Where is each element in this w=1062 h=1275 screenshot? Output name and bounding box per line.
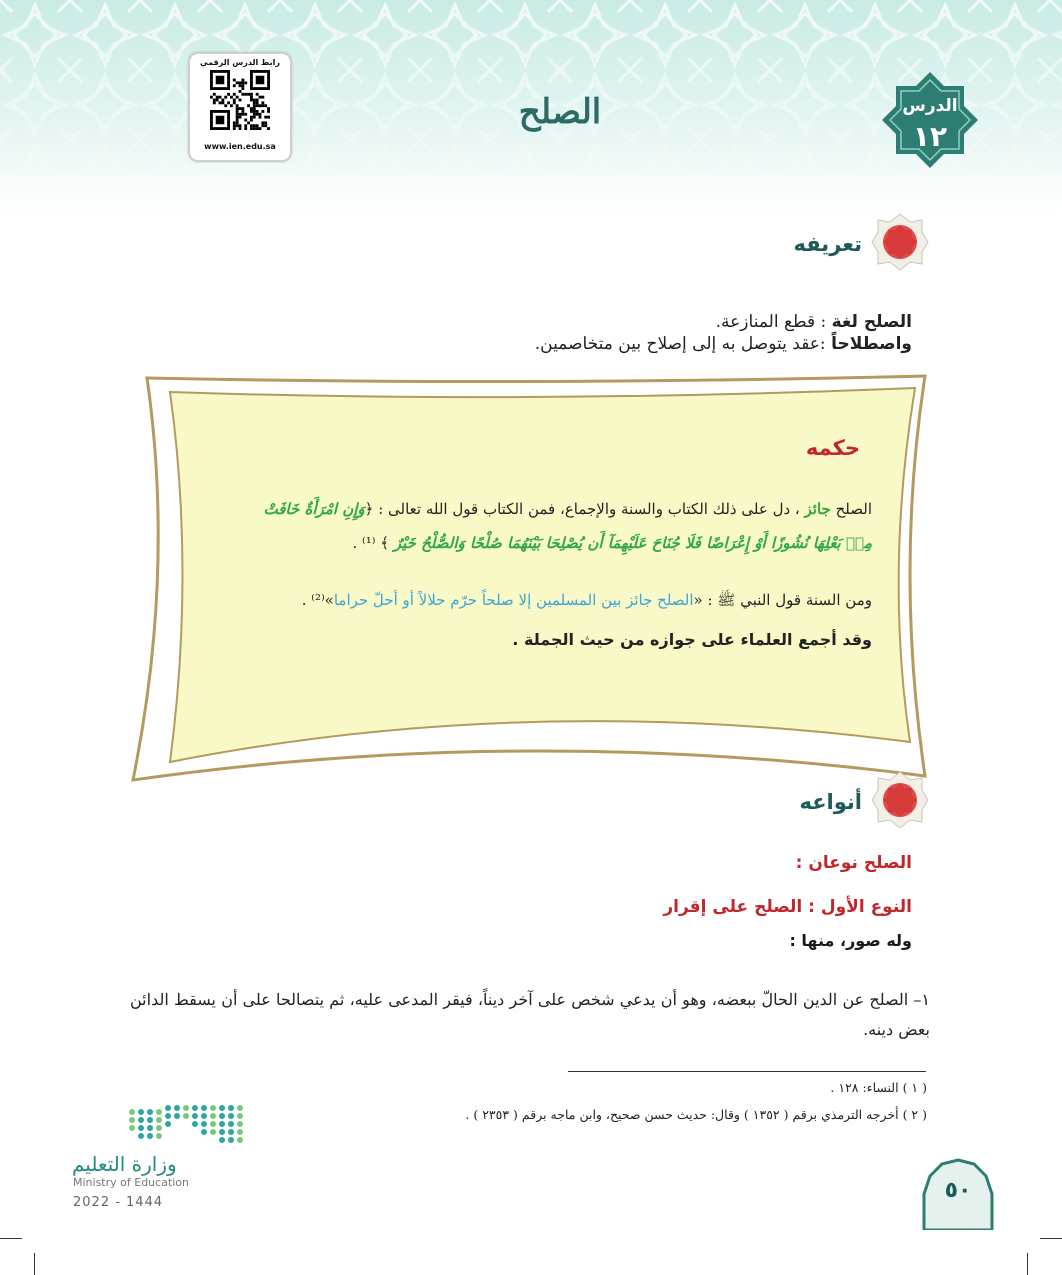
forms-line: وله صور، منها :	[789, 931, 912, 950]
sunnah-text: »⁽²⁾ .	[301, 591, 334, 609]
ministry-name-en: Ministry of Education	[73, 1176, 190, 1189]
ruling-line-2	[353, 534, 872, 552]
crop-mark	[1027, 1253, 1028, 1275]
term-language: الصلح لغة	[831, 312, 912, 332]
crop-mark	[0, 1238, 22, 1239]
footnote-2: ( ٢ ) أخرجه الترمذي برقم ( ١٣٥٢ ) وقال: حديث حسن صحيح، وابن ماجه برقم ( ٢٣٥٣ ) .	[465, 1107, 927, 1122]
definition-heading: تعريفه	[793, 232, 862, 256]
page-number: ٥٠	[944, 1178, 972, 1203]
quran-verse: وَإِنِ امْرَأَةٌ خَافَتْ	[263, 500, 365, 518]
section-star-icon	[870, 770, 930, 830]
lesson-title: الصلح	[518, 92, 602, 132]
qr-title: رابط الدرس الرقمي	[200, 58, 280, 67]
crop-mark	[1040, 1238, 1062, 1239]
ruling-line-1	[264, 500, 872, 518]
footnote-1: ( ١ ) النساء: ١٢٨ .	[830, 1080, 927, 1095]
crop-mark	[34, 1253, 35, 1275]
ruling-box	[125, 372, 940, 784]
ruling-text: ، دل على ذلك الكتاب والسنة والإجماع، فمن الكتاب قول الله تعالى : ﴿	[364, 500, 805, 518]
qr-url[interactable]: www.ien.edu.sa	[204, 142, 276, 151]
lesson-label: الدرس	[902, 96, 958, 116]
qr-card[interactable]	[188, 52, 292, 162]
ministry-year: 2022 - 1444	[73, 1195, 164, 1210]
qr-code-icon[interactable]	[210, 70, 270, 138]
consensus-line: وقد أجمع العلماء على جوازه من حيث الجملة .	[512, 630, 872, 649]
section-star-icon	[870, 212, 930, 272]
first-type: النوع الأول : الصلح على إقرار	[663, 897, 912, 917]
ruling-heading: حكمه	[805, 436, 860, 460]
term-technical: واصطلاحاً	[831, 334, 912, 354]
definition-technical-text: :عقد يتوصل به إلى إصلاح بين متخاصمين.	[534, 334, 832, 354]
lesson-number: ١٢	[912, 120, 948, 153]
ruling-line-3	[302, 591, 872, 613]
quran-close: ﴾ ⁽¹⁾ .	[352, 534, 390, 552]
definition-language	[716, 312, 912, 332]
quran-verse: مِنۢ بَعْلِهَا نُشُوزًا أَوْ إِعْرَاضًا فَلَا جُنَاحَ عَلَيْهِمَآ أَن يُصْلِحَا بَيْنَهُمَا صُلْحًا وَالصُّلْحُ خَيْرٌ	[393, 534, 872, 552]
ministry-name-ar: وزارة التعليم	[72, 1152, 177, 1176]
ruling-text: الصلح	[830, 500, 872, 518]
types-intro: الصلح نوعان :	[795, 853, 912, 873]
ministry-logo-icon	[72, 1100, 262, 1150]
ruling-word: جائز	[804, 500, 831, 518]
definition-language-text: : قطع المنازعة.	[715, 312, 832, 332]
footnote-divider	[568, 1071, 926, 1072]
sunnah-text: ومن السنة قول النبي ﷺ : «	[693, 591, 872, 609]
form-paragraph: ١– الصلح عن الدين الحالّ ببعضه، وهو أن يدعي شخص على آخر ديناً، فيقر المدعى عليه، ثم يتصالحا على أن يسقط الدائن بعض دينه.	[130, 990, 930, 1039]
hadith-text: الصلح جائز بين المسلمين إلا صلحاً حرّم حلالاً أو أحلّ حراما	[333, 591, 694, 609]
definition-technical	[535, 334, 912, 354]
types-heading: أنواعه	[799, 790, 862, 814]
